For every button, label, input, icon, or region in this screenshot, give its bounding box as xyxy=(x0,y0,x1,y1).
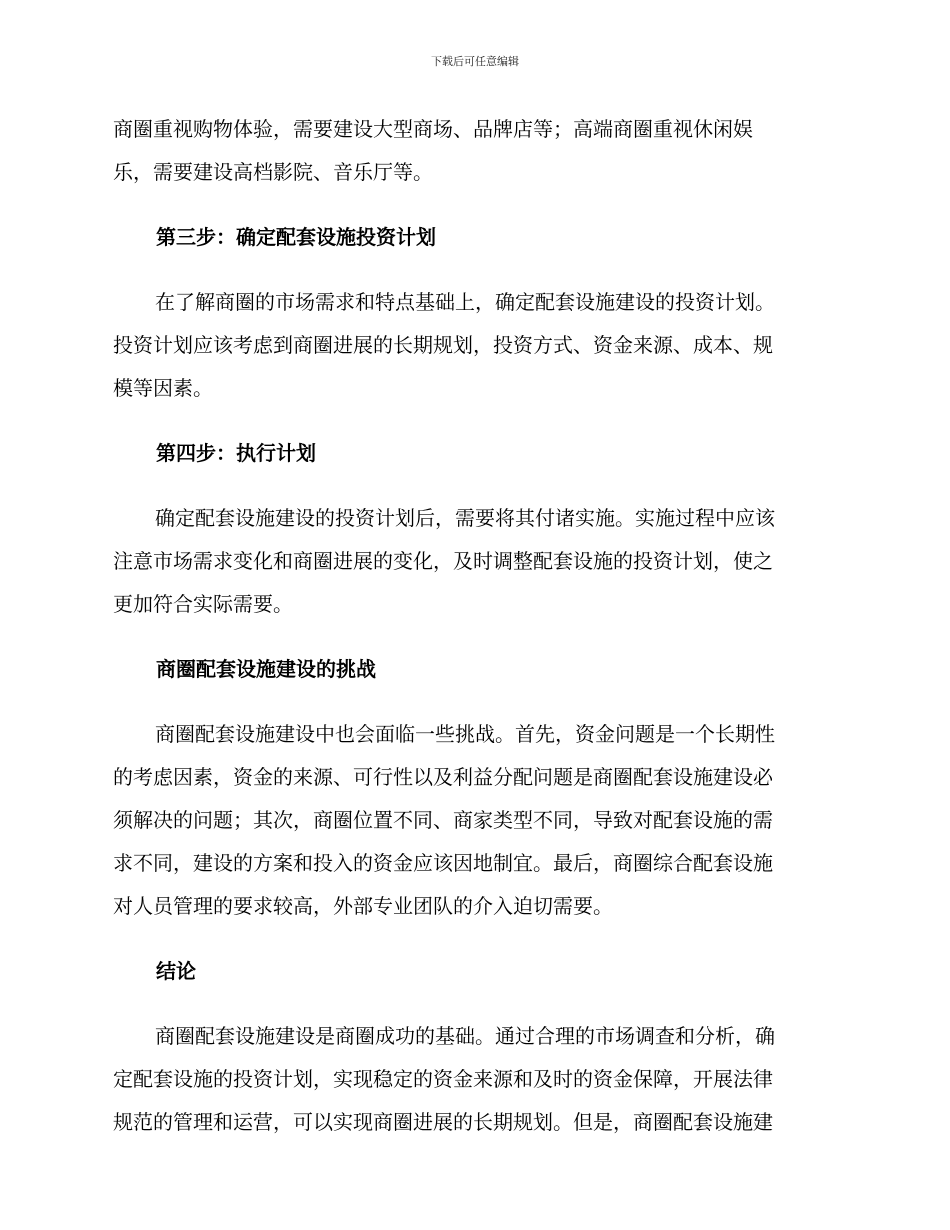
page-header: 下载后可任意编辑 xyxy=(431,55,519,68)
paragraph-challenges: 商圈配套设施建设中也会面临一些挑战。首先，资金问题是一个长期性 的考虑因素，资金的来源、可行性以及利益分配问题是商圈配套设施建设必 须解决的问题；其次，商圈位置不同、商家类型不同，导致对配套设施的需 求不同，建设的方案和投入的资金应该因地制宜。最后，商圈综合配套设施 对人员管理的要求较高，外部专业团队的介入迫切需要。 xyxy=(113,722,775,918)
document-body xyxy=(113,108,830,1166)
heading-conclusion: 结论 xyxy=(156,959,196,983)
heading-step-four: 第四步：执行计划 xyxy=(156,441,316,465)
paragraph-conclusion: 商圈配套设施建设是商圈成功的基础。通过合理的市场调查和分析，确 定配套设施的投资计划，实现稳定的资金来源和及时的资金保障，开展法律 规范的管理和运营，可以实现商圈进展的长期规划。但是，商圈配套设施建 xyxy=(113,1024,775,1134)
heading-challenges: 商圈配套设施建设的挑战 xyxy=(156,657,376,681)
paragraph-execute-plan: 确定配套设施建设的投资计划后，需要将其付诸实施。实施过程中应该 注意市场需求变化和商圈进展的变化，及时调整配套设施的投资计划，使之 更加符合实际需要。 xyxy=(113,506,775,616)
paragraph-investment-plan: 在了解商圈的市场需求和特点基础上，确定配套设施建设的投资计划。 投资计划应该考虑到商圈进展的长期规划，投资方式、资金来源、成本、规 模等因素。 xyxy=(113,290,775,400)
paragraph-consumer-needs: 商圈重视购物体验，需要建设大型商场、品牌店等；高端商圈重视休闲娱 乐，需要建设高档影院、音乐厅等。 xyxy=(113,117,753,184)
heading-step-three: 第三步：确定配套设施投资计划 xyxy=(156,225,436,249)
